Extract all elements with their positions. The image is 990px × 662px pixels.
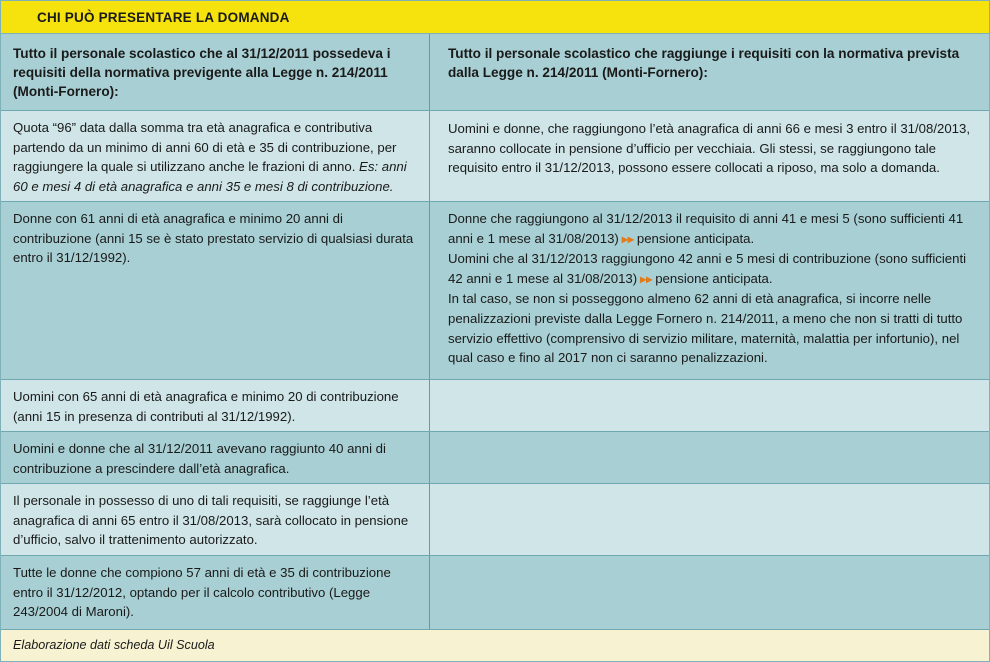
row-5-left: Il personale in possesso di uno di tali requisiti, se raggiunge l’età anagrafica di anni 65 entro il 31/08/2013, sarà collocato in pensione d’ufficio, salvo il trattenimento autorizzato. xyxy=(1,484,429,555)
row-1-right: Uomini e donne, che raggiungono l’età anagrafica di anni 66 e mesi 3 entro il 31/08/2013, saranno collocate in pensione d’ufficio per vecchiaia. Gli stessi, se raggiungono tale requisito entro il 31/12/2013, possono essere collocati a riposo, ma solo a domanda. xyxy=(429,111,989,201)
header-row xyxy=(1,34,989,111)
title-bar xyxy=(1,1,989,34)
header-left: Tutto il personale scolastico che al 31/12/2011 possedeva i requisiti della normativa previgente alla Legge n. 214/2011 (Monti-Fornero): xyxy=(1,34,429,110)
row-2-right-a: Donne che raggiungono al 31/12/2013 il requisito di anni 41 e mesi 5 (sono sufficienti 41 anni e 1 mese al 31/08/2013) xyxy=(448,211,964,246)
table-row xyxy=(1,202,989,380)
row-6-left: Tutte le donne che compiono 57 anni di età e 35 di contribuzione entro il 31/12/2012, optando per il calcolo contributivo (Legge 243/2004 di Maroni). xyxy=(1,556,429,629)
row-5-right-empty xyxy=(429,484,989,555)
double-chevron-right-icon: ▸▸ xyxy=(640,271,653,286)
row-2-right-b-result: pensione anticipata. xyxy=(655,270,773,286)
table-row xyxy=(1,484,989,556)
table-row xyxy=(1,432,989,484)
double-chevron-right-icon: ▸▸ xyxy=(621,231,634,246)
row-2-right-c: In tal caso, se non si posseggono almeno 62 anni di età anagrafica, si incorre nelle penalizzazioni previste dalla Legge Fornero n. 214/2011, a meno che non si tratti di tutto servizio effettivo (comprensivo di servizio militare, maternità, malattia per infortunio), nel qual caso e fino al 2017 non ci saranno penalizzazioni. xyxy=(448,291,963,366)
row-1-left xyxy=(1,111,429,201)
row-2-right-b-wrap xyxy=(448,249,977,289)
footer-source: Elaborazione dati scheda Uil Scuola xyxy=(13,638,215,652)
row-2-right-b: Uomini che al 31/12/2013 raggiungono 42 anni e 5 mesi di contribuzione (sono sufficienti 42 anni e 1 mese al 31/08/2013) xyxy=(448,251,967,286)
row-2-right xyxy=(429,202,989,379)
row-3-left: Uomini con 65 anni di età anagrafica e minimo 20 di contribuzione (anni 15 in presenza di contributi al 31/12/1992). xyxy=(1,380,429,431)
footer xyxy=(1,630,989,661)
row-1-left-text: Quota “96” data dalla somma tra età anagrafica e contributiva partendo da un minimo di anni 60 di età e 35 di contribuzione, per raggiungere la quale si utilizzano anche le frazioni di anno. xyxy=(13,120,397,175)
table-row xyxy=(1,556,989,630)
row-2-left: Donne con 61 anni di età anagrafica e minimo 20 anni di contribuzione (anni 15 se è stato prestato servizio di qualsiasi durata entro il 31/12/1992). xyxy=(1,202,429,379)
row-1-left-example: Es: anni 60 e mesi 4 di età anagrafica e anni 35 e mesi 8 di contribuzione. xyxy=(13,159,407,194)
row-2-right-a-result: pensione anticipata. xyxy=(636,230,755,246)
row-4-left: Uomini e donne che al 31/12/2011 avevano raggiunto 40 anni di contribuzione a prescindere dall’età anagrafica. xyxy=(1,432,429,483)
table-row xyxy=(1,111,989,202)
header-right: Tutto il personale scolastico che raggiunge i requisiti con la normativa prevista dalla Legge n. 214/2011 (Monti-Fornero): xyxy=(429,34,989,110)
row-6-right-empty xyxy=(429,556,989,629)
table-title: CHI PUÒ PRESENTARE LA DOMANDA xyxy=(37,10,290,25)
table-row xyxy=(1,380,989,432)
row-3-right-empty xyxy=(429,380,989,431)
row-4-right-empty xyxy=(429,432,989,483)
